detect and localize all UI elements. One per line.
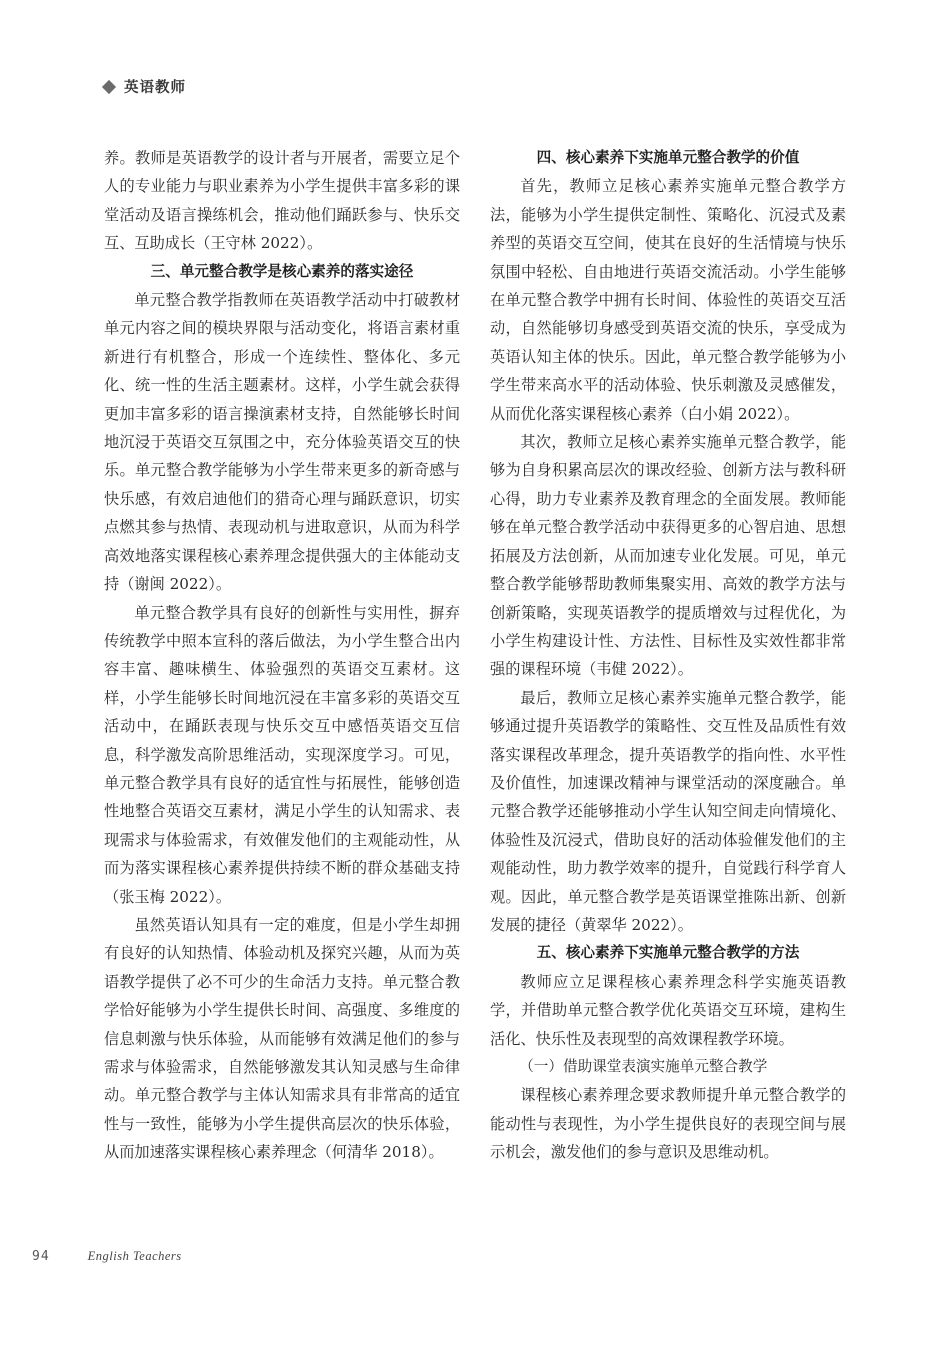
diamond-bullet-icon — [102, 79, 116, 93]
paragraph: 单元整合教学具有良好的创新性与实用性，摒弃传统教学中照本宣科的落后做法，为小学生整合出内容丰富、趣味横生、体验强烈的英语交互素材。这样，小学生能够长时间地沉浸在丰富多彩的英语交互活动中，在踊跃表现与快乐交互中感悟英语交互信息，科学激发高阶思维活动，实现深度学习。可见，单元整合教学具有良好的适宜性与拓展性，能够创造性地整合英语交互素材，满足小学生的认知需求、表现需求与体验需求，有效催发他们的主观能动性，从而为落实课程核心素养提供持续不断的群众基础支持（张玉梅 2022）。 — [104, 603, 460, 906]
paragraph: 单元整合教学指教师在英语教学活动中打破教材单元内容之间的模块界限与活动变化，将语言素材重新进行有机整合，形成一个连续性、整体化、多元化、统一性的生活主题素材。这样，小学生就会获得更加丰富多彩的语言操演素材支持，自然能够长时间地沉浸于英语交互氛围之中，充分体验英语交互的快乐。单元整合教学能够为小学生带来更多的新奇感与快乐感，有效启迪他们的猎奇心理与踊跃意识，切实点燃其参与热情、表现动机与进取意识，从而为科学高效地落实课程核心素养理念提供强大的主体能动支持（谢闽 2022）。 — [104, 291, 460, 594]
paragraph: 最后，教师立足核心素养实施单元整合教学，能够通过提升英语教学的策略性、交互性及品质性有效落实课程改革理念，提升英语教学的指向性、水平性及价值性，加速课改精神与课堂活动的深度融合。单元整合教学还能够推动小学生认知空间走向情境化、体验性及沉浸式，借助良好的活动体验催发他们的主观能动性，助力教学效率的提升，自觉践行科学育人观。因此，单元整合教学是英语课堂推陈出新、创新发展的捷径（黄翠华 2022）。 — [490, 688, 846, 934]
journal-name: English Teachers — [87, 1249, 182, 1263]
subsection-heading: （一）借助课堂表演实施单元整合教学 — [519, 1058, 768, 1075]
left-column — [104, 144, 460, 1167]
paragraph: 教师应立足课程核心素养理念科学实施英语教学，并借助单元整合教学优化英语交互环境，建构生活化、快乐性及表现型的高效课程教学环境。 — [490, 972, 846, 1048]
paragraph: 其次，教师立足核心素养实施单元整合教学，能够为自身积累高层次的课改经验、创新方法与教科研心得，助力专业素养及教育理念的全面发展。教师能够在单元整合教学活动中获得更多的心智启迪、思想拓展及方法创新，从而加速专业化发展。可见，单元整合教学能够帮助教师集聚实用、高效的教学方法与创新策略，实现英语教学的提质增效与过程优化，为小学生构建设计性、方法性、目标性及实效性都非常强的课程环境（韦健 2022）。 — [490, 433, 846, 679]
paragraph: 虽然英语认知具有一定的难度，但是小学生却拥有良好的认知热情、体验动机及探究兴趣，从而为英语教学提供了必不可少的生命活力支持。单元整合教学恰好能够为小学生提供长时间、高强度、多维度的信息刺激与快乐体验，从而能够有效满足他们的参与需求与体验需求，自然能够激发其认知灵感与生命律动。单元整合教学与主体认知需求具有非常高的适宜性与一致性，能够为小学生提供高层次的快乐体验，从而加速落实课程核心素养理念（何清华 2018）。 — [104, 915, 460, 1162]
section-heading: 五、核心素养下实施单元整合教学的方法 — [536, 944, 800, 962]
section-heading: 三、单元整合教学是核心素养的落实途径 — [150, 262, 414, 280]
paragraph: 首先，教师立足核心素养实施单元整合教学方法，能够为小学生提供定制性、策略化、沉浸式及素养型的英语交互空间，使其在良好的生活情境与快乐氛围中轻松、自由地进行英语交流活动。小学生能够在单元整合教学中拥有长时间、体验性的英语交互活动，自然能够切身感受到英语交流的快乐，享受成为英语认知主体的快乐。因此，单元整合教学能够为小学生带来高水平的活动体验、快乐刺激及灵感催发，从而优化落实课程核心素养（白小娟 2022）。 — [490, 177, 846, 423]
paragraph: 课程核心素养理念要求教师提升单元整合教学的能动性与表现性，为小学生提供良好的表现空间与展示机会，激发他们的参与意识及思维动机。 — [490, 1086, 846, 1162]
paragraph: 养。教师是英语教学的设计者与开展者，需要立足个人的专业能力与职业素养为小学生提供丰富多彩的课堂活动及语言操练机会，推动他们踊跃参与、快乐交互、互助成长（王守林 2022）。 — [104, 149, 460, 253]
running-header — [104, 76, 186, 97]
section-heading: 四、核心素养下实施单元整合教学的价值 — [536, 149, 800, 166]
right-column — [490, 144, 846, 1167]
page-footer — [32, 1249, 182, 1264]
journal-title: 英语教师 — [124, 80, 186, 96]
page-number: 94 — [32, 1249, 50, 1264]
